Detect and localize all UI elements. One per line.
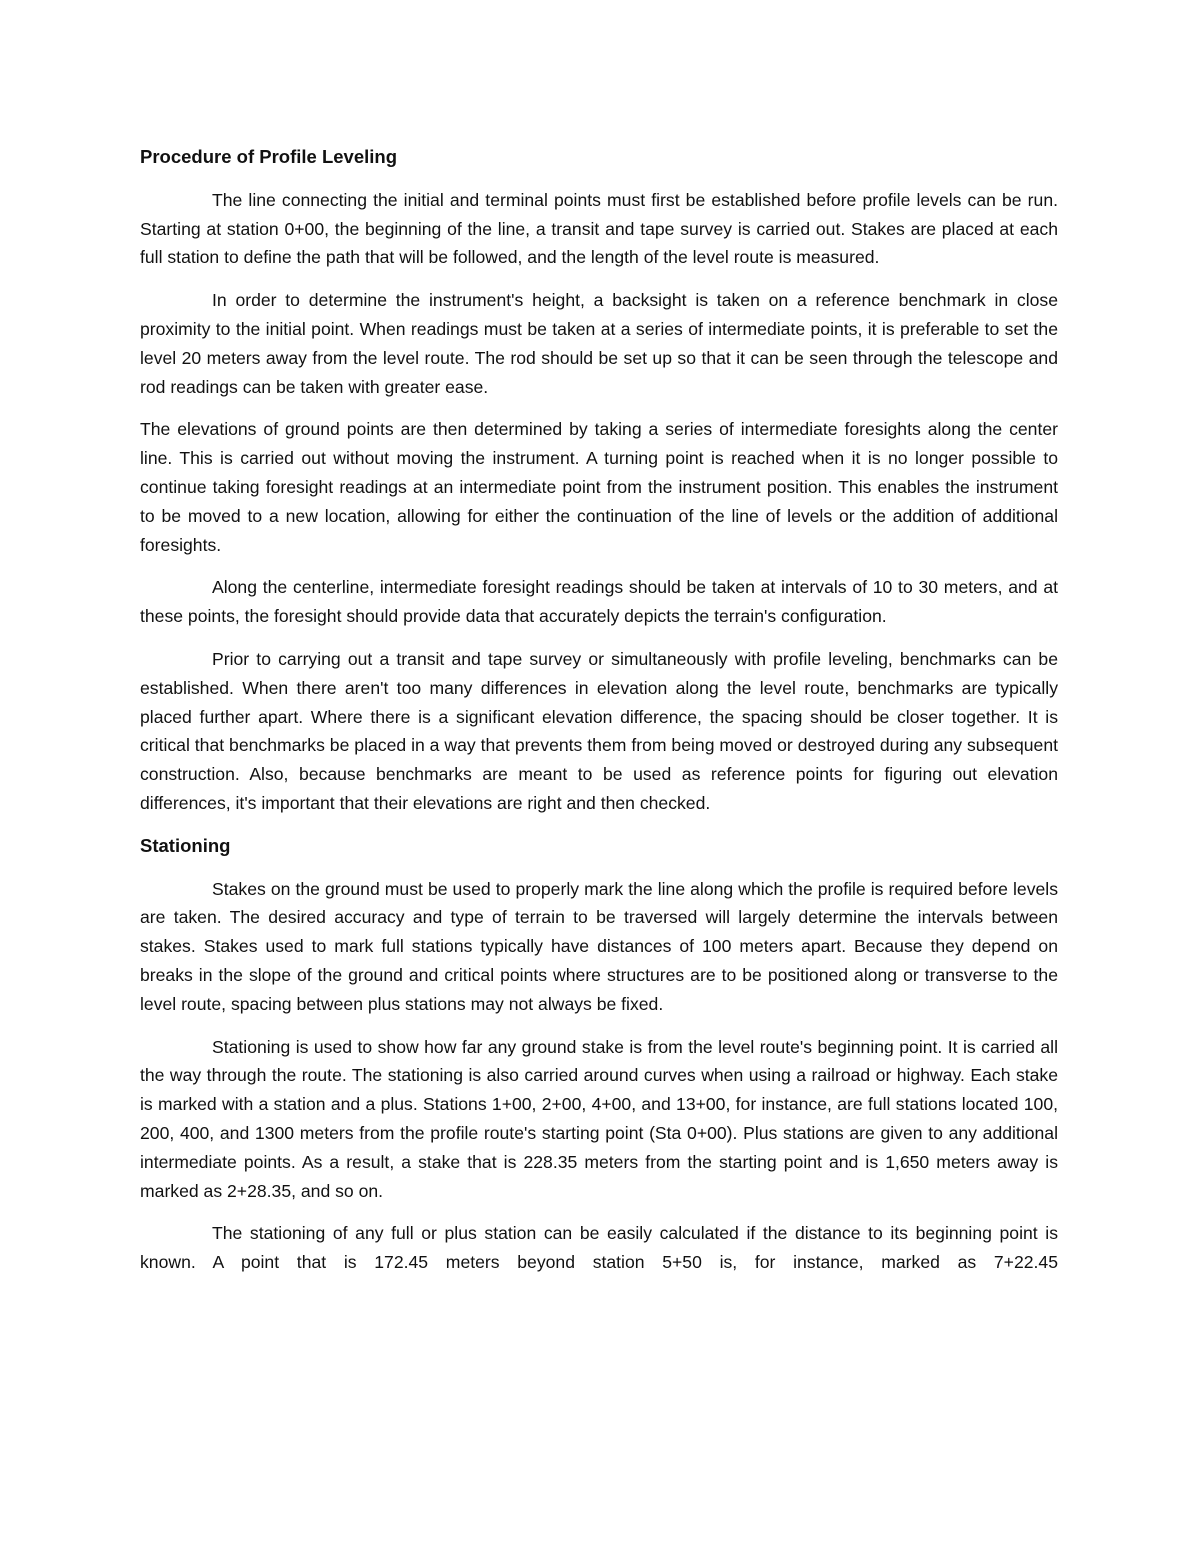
paragraph-benchmarks: Prior to carrying out a transit and tape survey or simultaneously with profile leveling, benchmarks can be established. When there aren't too many differences in elevation along the level route, benchmarks are typically placed further apart. Where there is a significant elevation difference, the spacing should be closer together. It is critical that benchmarks be placed in a way that prevents them from being moved or destroyed during any subsequent construction. Also, because benchmarks are meant to be used as reference points for figuring out elevation differences, it's important that their elevations are right and then checked.	[140, 648, 1058, 813]
paragraph-stakes-intervals: Stakes on the ground must be used to properly mark the line along which the profile is required before levels are taken. The desired accuracy and type of terrain to be traversed will largely determine the intervals between stakes. Stakes used to mark full stations typically have distances of 100 meters apart. Because they depend on breaks in the slope of the ground and critical points where structures are to be positioned along or transverse to the level route, spacing between plus stations may not always be fixed.	[140, 878, 1058, 1014]
paragraph-stationing-usage: Stationing is used to show how far any ground stake is from the level route's beginning point. It is carried all the way through the route. The stationing is also carried around curves when using a railroad or highway. Each stake is marked with a station and a plus. Stations 1+00, 2+00, 4+00, and 13+00, for instance, are full stations located 100, 200, 400, and 1300 meters from the profile route's starting point (Sta 0+00). Plus stations are given to any additional intermediate points. As a result, a stake that is 228.35 meters from the starting point and is 1,650 meters away is marked as 2+28.35, and so on.	[140, 1036, 1058, 1201]
document-body	[140, 143, 1058, 1291]
paragraph-station-calculation: The stationing of any full or plus station can be easily calculated if the distance to its beginning point is known. A point that is 172.45 meters beyond station 5+50 is, for instance, marked as 7+22.45	[140, 1223, 1058, 1273]
paragraph-initial-terminal-points: The line connecting the initial and terminal points must first be established before profile levels can be run. Starting at station 0+00, the beginning of the line, a transit and tape survey is carried out. Stakes are placed at each full station to define the path that will be followed, and the length of the level route is measured.	[140, 189, 1058, 268]
paragraph-ground-elevations: The elevations of ground points are then determined by taking a series of intermediate foresights along the center line. This is carried out without moving the instrument. A turning point is reached when it is no longer possible to continue taking foresight readings at an intermediate point from the instrument position. This enables the instrument to be moved to a new location, allowing for either the continuation of the line of levels or the addition of additional foresights.	[140, 419, 1058, 555]
paragraph-instrument-height: In order to determine the instrument's height, a backsight is taken on a reference benchmark in close proximity to the initial point. When readings must be taken at a series of intermediate points, it is preferable to set the level 20 meters away from the level route. The rod should be set up so that it can be seen through the telescope and rod readings can be taken with greater ease.	[140, 290, 1058, 397]
paragraph-foresight-intervals: Along the centerline, intermediate foresight readings should be taken at intervals of 10 to 30 meters, and at these points, the foresight should provide data that accurately depicts the terrain's configuration.	[140, 577, 1058, 627]
section-heading-stationing: Stationing	[140, 834, 231, 856]
section-heading-procedure: Procedure of Profile Leveling	[140, 146, 398, 167]
